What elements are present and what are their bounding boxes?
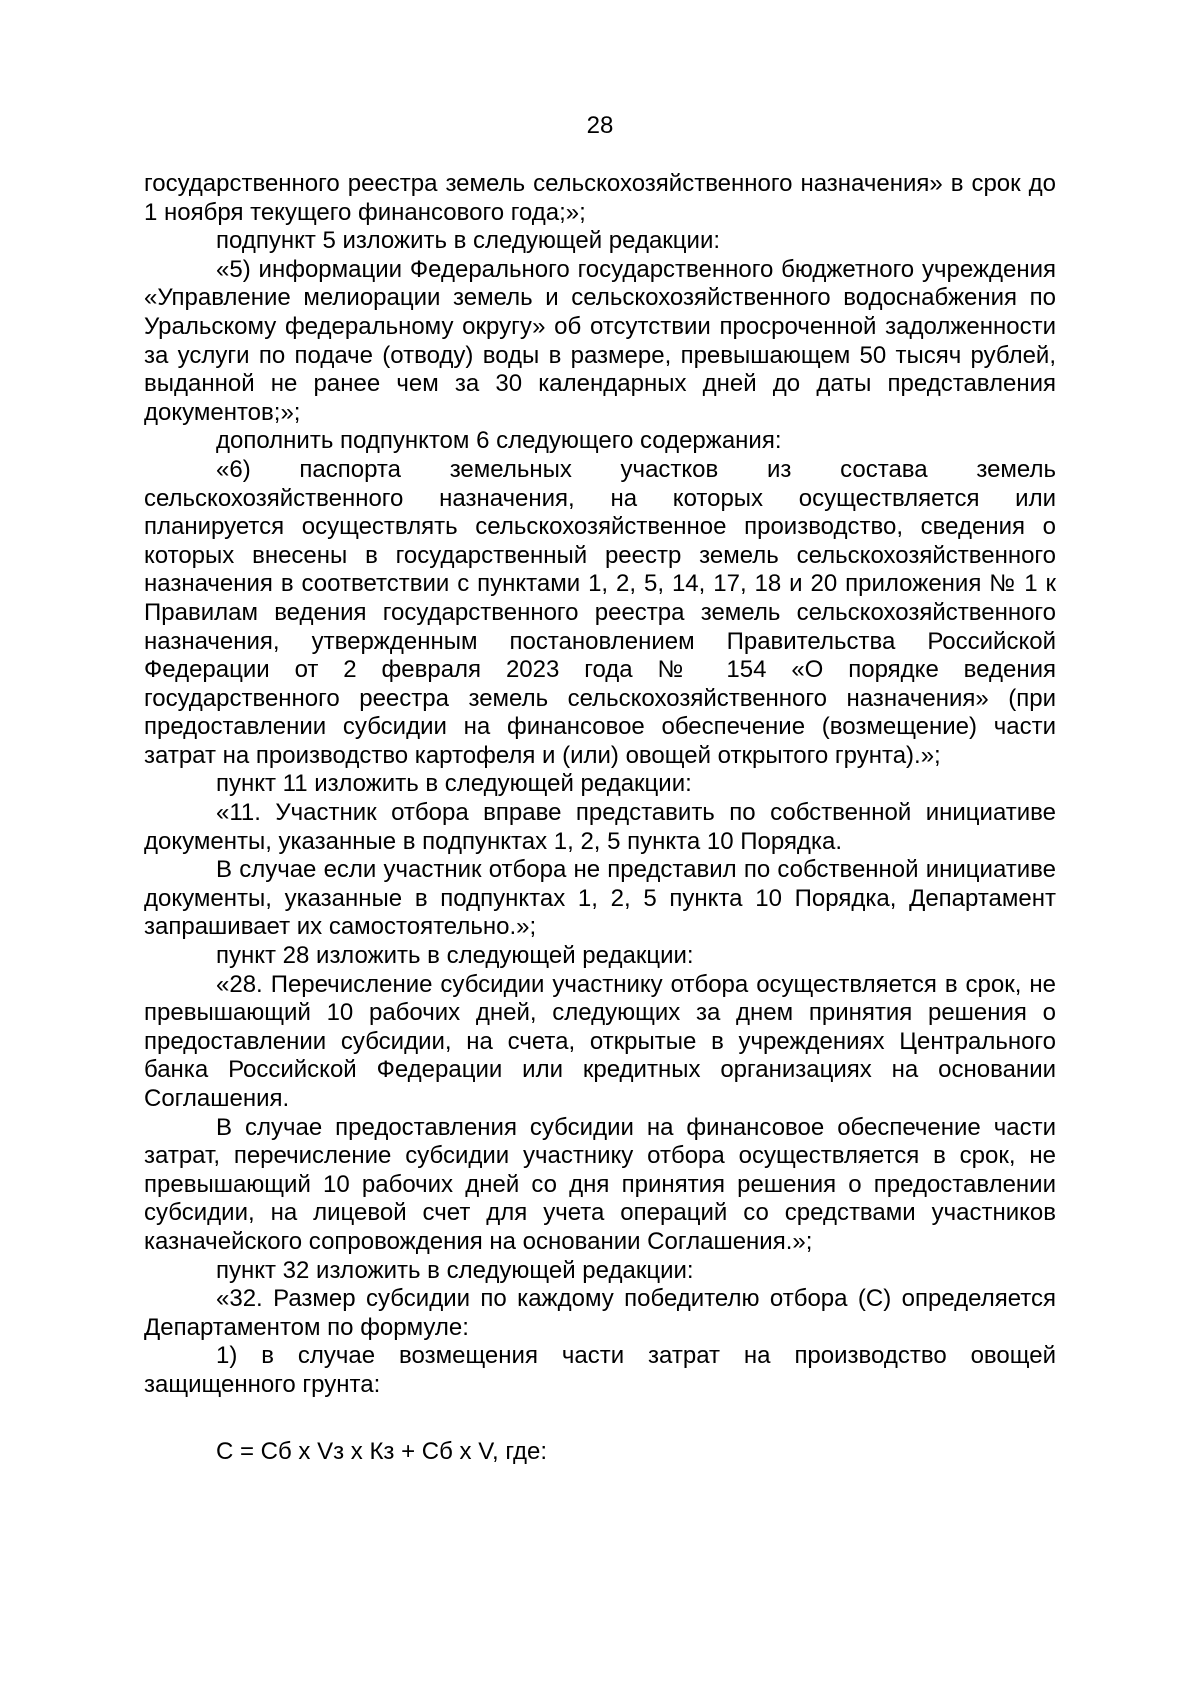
paragraph: пункт 11 изложить в следующей редакции: [216,770,692,798]
paragraph: «32. Размер субсидии по каждому победителю отбора (С) определяется Департаментом по формуле: [144,1285,1056,1341]
page-number: 28 [586,112,614,139]
paragraph: государственного реестра земель сельскохозяйственного назначения» в срок до 1 ноября текущего финансового года;»; [144,170,1056,226]
paragraph: «6) паспорта земельных участков из состава земель сельскохозяйственного назначения, на которых осуществляется или планируется осуществлять сельскохозяйственное производство, сведения о которых внесены в государственный реестр земель сельскохозяйственного назначения в соответствии с пунктами 1, 2, 5, 14, 17, 18 и 20 приложения № 1 к Правилам ведения государственного реестра земель сельскохозяйственного назначения, утвержденным постановлением Правительства Российской Федерации от 2 февраля 2023 года № 154 «О порядке ведения государственного реестра земель сельскохозяйственного назначения» (при предоставлении субсидии на финансовое обеспечение (возмещение) части затрат на производство картофеля и (или) овощей открытого грунта).»; [144,455,1056,769]
paragraph: 1) в случае возмещения части затрат на производство овощей защищенного грунта: [144,1342,1056,1398]
formula: С = Сб x Vз x Кз + Сб x V, где: [216,1437,548,1465]
paragraph: В случае если участник отбора не представил по собственной инициативе документы, указанные в подпунктах 1, 2, 5 пункта 10 Порядка, Департамент запрашивает их самостоятельно.»; [144,856,1056,941]
paragraph: «11. Участник отбора вправе представить по собственной инициативе документы, указанные в подпунктах 1, 2, 5 пункта 10 Порядка. [144,799,1056,855]
paragraph: пункт 28 изложить в следующей редакции: [216,942,694,970]
paragraph: дополнить подпунктом 6 следующего содержания: [216,427,782,455]
paragraph: «5) информации Федерального государственного бюджетного учреждения «Управление мелиорации земель и сельскохозяйственного водоснабжения по Уральскому федеральному округу» об отсутствии просроченной задолженности за услуги по подаче (отводу) воды в размере, превышающем 50 тысяч рублей, выданной не ранее чем за 30 календарных дней до даты представления документов;»; [144,255,1056,426]
document-body [144,170,1056,1466]
paragraph: В случае предоставления субсидии на финансовое обеспечение части затрат, перечисление субсидии участнику отбора осуществляется в срок, не превышающий 10 рабочих дней со дня принятия решения о предоставлении субсидии, на лицевой счет для учета операций со средствами участников казначейского сопровождения на основании Соглашения.»; [144,1113,1056,1255]
paragraph: подпункт 5 изложить в следующей редакции: [216,227,721,255]
paragraph: пункт 32 изложить в следующей редакции: [216,1256,694,1284]
paragraph: «28. Перечисление субсидии участнику отбора осуществляется в срок, не превышающий 10 рабочих дней, следующих за днем принятия решения о предоставлении субсидии, на счета, открытые в учреждениях Центрального банка Российской Федерации или кредитных организациях на основании Соглашения. [144,970,1056,1112]
